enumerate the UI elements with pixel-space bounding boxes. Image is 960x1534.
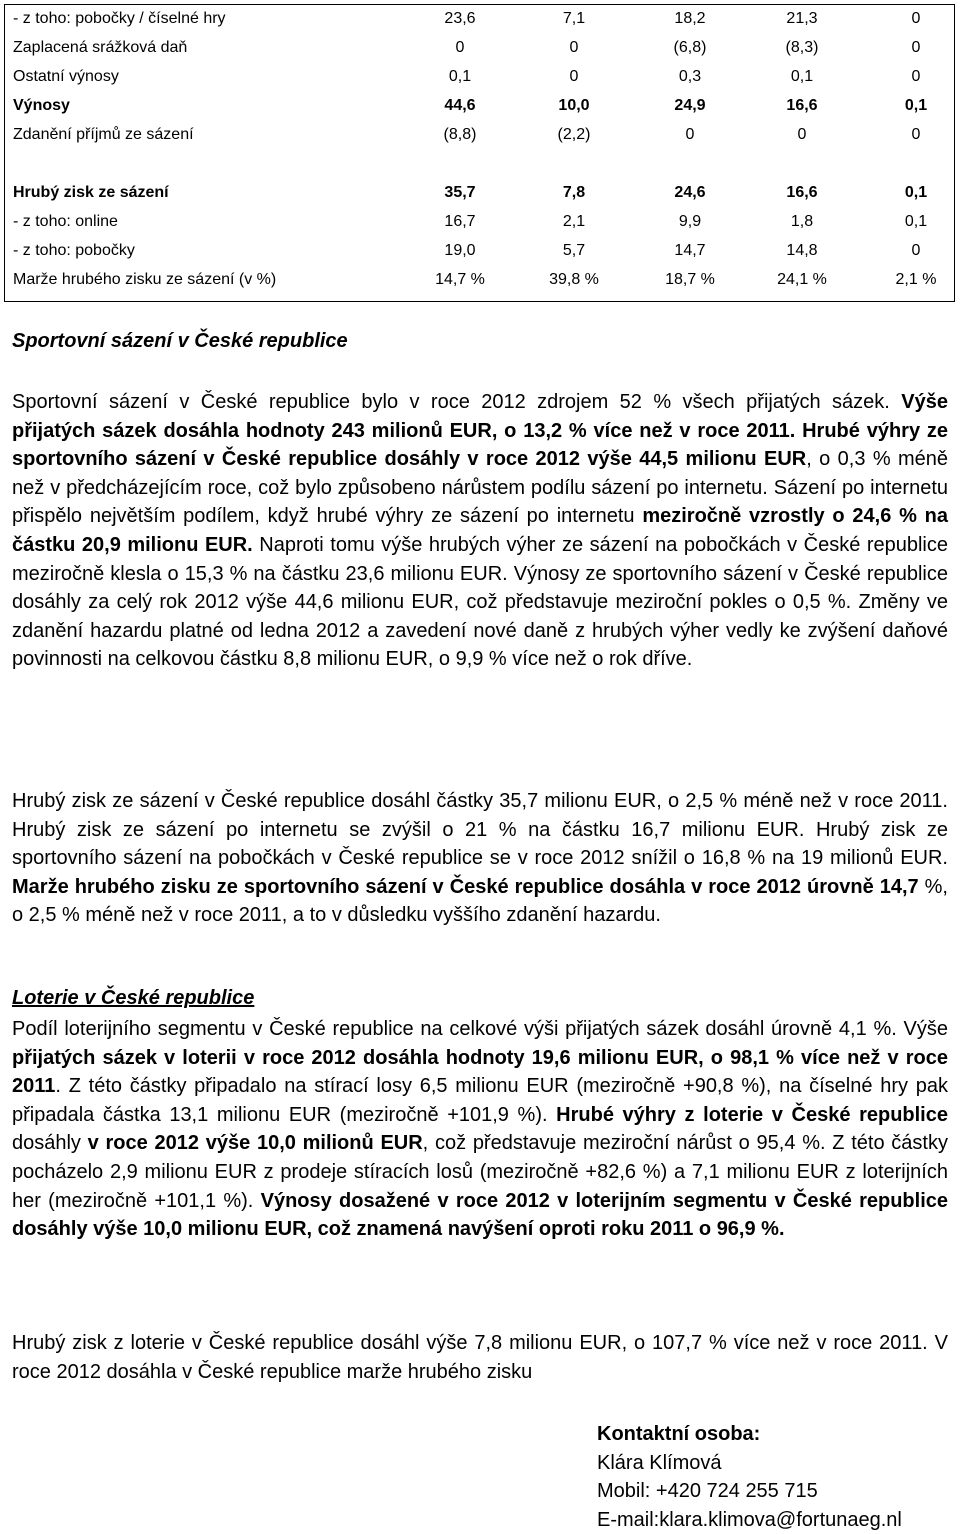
table-cell: 0,1	[904, 97, 928, 114]
table-cell: 0,1	[904, 184, 928, 201]
table-cell: 16,6	[786, 97, 818, 114]
table-cell: (8,8)	[443, 126, 477, 143]
table-cell: 16,7	[444, 213, 476, 230]
table-cell: 18,7 %	[665, 271, 715, 288]
row-label: - z toho: pobočky / číselné hry	[13, 10, 226, 27]
table-cell: 0	[911, 39, 921, 56]
table-cell: 0,3	[678, 68, 702, 85]
row-label: - z toho: pobočky	[13, 242, 135, 259]
table-cell: 0,1	[904, 213, 928, 230]
table-cell: 0	[685, 126, 695, 143]
table-cell: (8,3)	[785, 39, 819, 56]
financial-table	[4, 4, 955, 302]
table-cell: 7,1	[562, 10, 586, 27]
table-cell: (2,2)	[557, 126, 591, 143]
table-cell: 39,8 %	[549, 271, 599, 288]
table-cell: 14,8	[786, 242, 818, 259]
table-cell: 0,1	[790, 68, 814, 85]
row-label: Hrubý zisk ze sázení	[13, 184, 169, 201]
paragraph-sports-betting-1: Sportovní sázení v České republice bylo v roce 2012 zdrojem 52 % všech přijatých sázek. Výše přijatých sázek dosáhla hodnoty 243 milionů EUR, o 13,2 % více než v roce 2011. Hrubé výhry ze sportovního sázení v České republice dosáhly v roce 2012 výše 44,5 milionu EUR, o 0,3 % méně než v předcházejícím roce, což bylo způsobeno nárůstem podílu sázení po internetu. Sázení po internetu přispělo největším podílem, když hrubé výhry ze sázení po internetu meziročně vzrostly o 24,6 % na částku 20,9 milionu EUR. Naproti tomu výše hrubých výher ze sázení na pobočkách v České republice meziročně klesla o 15,3 % na částku 23,6 milionu EUR. Výnosy ze sportovního sázení v České republice dosáhly za celý rok 2012 výše 44,6 milionu EUR, což představuje meziroční pokles o 0,5 %. Změny ve zdanění hazardu platné od ledna 2012 a zavedení nové daně z hrubých výher vedly ke zvýšení daňové povinnosti na celkovou částku 8,8 milionu EUR, o 9,9 % více než o rok dříve.	[12, 391, 949, 671]
table-cell: 35,7	[444, 184, 476, 201]
table-cell: 0	[797, 126, 807, 143]
table-row	[5, 5, 954, 34]
table-row	[5, 266, 954, 295]
table-cell: 0	[569, 39, 579, 56]
table-row	[5, 63, 954, 92]
table-cell: 0	[911, 126, 921, 143]
paragraph-sports-betting-2: Hrubý zisk ze sázení v České republice dosáhl částky 35,7 milionu EUR, o 2,5 % méně než v roce 2011. Hrubý zisk ze sázení po internetu se zvýšil o 21 % na částku 16,7 milionu EUR. Hrubý zisk ze sportovního sázení na pobočkách v České republice se v roce 2012 snížil o 16,8 % na 19 milionů EUR. Marže hrubého zisku ze sportovního sázení v České republice dosáhla v roce 2012 úrovně 14,7 %, o 2,5 % méně než v roce 2011, a to v důsledku vyššího zdanění hazardu.	[12, 790, 948, 927]
table-cell: 7,8	[562, 184, 586, 201]
table-cell: 1,8	[790, 213, 814, 230]
table-row	[5, 208, 954, 237]
section-heading-sports-betting: Sportovní sázení v České republice	[12, 330, 348, 352]
contact-mobile: Mobil: +420 724 255 715	[597, 1480, 818, 1503]
table-cell: 0	[911, 10, 921, 27]
table-row	[5, 92, 954, 121]
table-cell: 14,7	[674, 242, 706, 259]
section-heading-lottery: Loterie v České republice	[12, 987, 255, 1009]
paragraph-lottery-2: Hrubý zisk z loterie v České republice dosáhl výše 7,8 milionu EUR, o 107,7 % více než v roce 2011. V roce 2012 dosáhla v České republice marže hrubého zisku	[12, 1332, 948, 1383]
row-label: Výnosy	[13, 97, 70, 114]
table-cell: 23,6	[444, 10, 476, 27]
table-cell: 0	[455, 39, 465, 56]
table-cell: 0	[569, 68, 579, 85]
contact-name: Klára Klímová	[597, 1451, 722, 1474]
table-row	[5, 34, 954, 63]
table-row	[5, 179, 954, 208]
table-cell: 14,7 %	[435, 271, 485, 288]
table-cell: 10,0	[558, 97, 590, 114]
table-cell: 0	[911, 68, 921, 85]
table-cell: 19,0	[444, 242, 476, 259]
contact-block	[597, 1420, 902, 1534]
contact-title: Kontaktní osoba:	[597, 1423, 761, 1445]
table-cell: 0	[911, 242, 921, 259]
table-cell: (6,8)	[673, 39, 707, 56]
table-cell: 24,6	[674, 184, 706, 201]
row-label: Zaplacená srážková daň	[13, 39, 188, 56]
table-row	[5, 121, 954, 150]
table-cell: 2,1	[562, 213, 586, 230]
table-cell: 24,1 %	[777, 271, 827, 288]
table-cell: 0,1	[448, 68, 472, 85]
row-label: Zdanění příjmů ze sázení	[13, 126, 194, 143]
table-cell: 16,6	[786, 184, 818, 201]
table-cell: 21,3	[786, 10, 818, 27]
table-cell: 2,1 %	[895, 271, 937, 288]
table-cell: 5,7	[562, 242, 586, 259]
table-cell: 18,2	[674, 10, 706, 27]
table-cell: 9,9	[678, 213, 702, 230]
row-label: Ostatní výnosy	[13, 68, 119, 85]
contact-email[interactable]: E-mail:klara.klimova@fortunaeg.nl	[597, 1508, 902, 1531]
table-cell: 24,9	[674, 97, 706, 114]
paragraph-lottery-1: Podíl loterijního segmentu v České republice na celkové výši přijatých sázek dosáhl úrovně 4,1 %. Výše přijatých sázek v loterii v roce 2012 dosáhla hodnoty 19,6 milionu EUR, o 98,1 % více než v roce 2011. Z této částky připadalo na stírací losy 6,5 milionu EUR (meziročně +90,8 %), na číselné hry pak připadala částka 13,1 milionu EUR (meziročně +101,9 %). Hrubé výhry z loterie v České republice dosáhly v roce 2012 výše 10,0 milionů EUR, což představuje meziroční nárůst o 95,4 %. Z této částky pocházelo 2,9 milionu EUR z prodeje stíracích losů (meziročně +82,6 %) a 7,1 milionu EUR z loterijních her (meziročně +101,1 %). Výnosy dosažené v roce 2012 v loterijním segmentu v České republice dosáhly výše 10,0 milionu EUR, což znamená navýšení oproti roku 2011 o 96,9 %.	[12, 1018, 948, 1241]
table-row	[5, 237, 954, 266]
row-label: Marže hrubého zisku ze sázení (v %)	[13, 271, 277, 288]
row-label: - z toho: online	[13, 213, 118, 230]
table-cell: 44,6	[444, 97, 476, 114]
